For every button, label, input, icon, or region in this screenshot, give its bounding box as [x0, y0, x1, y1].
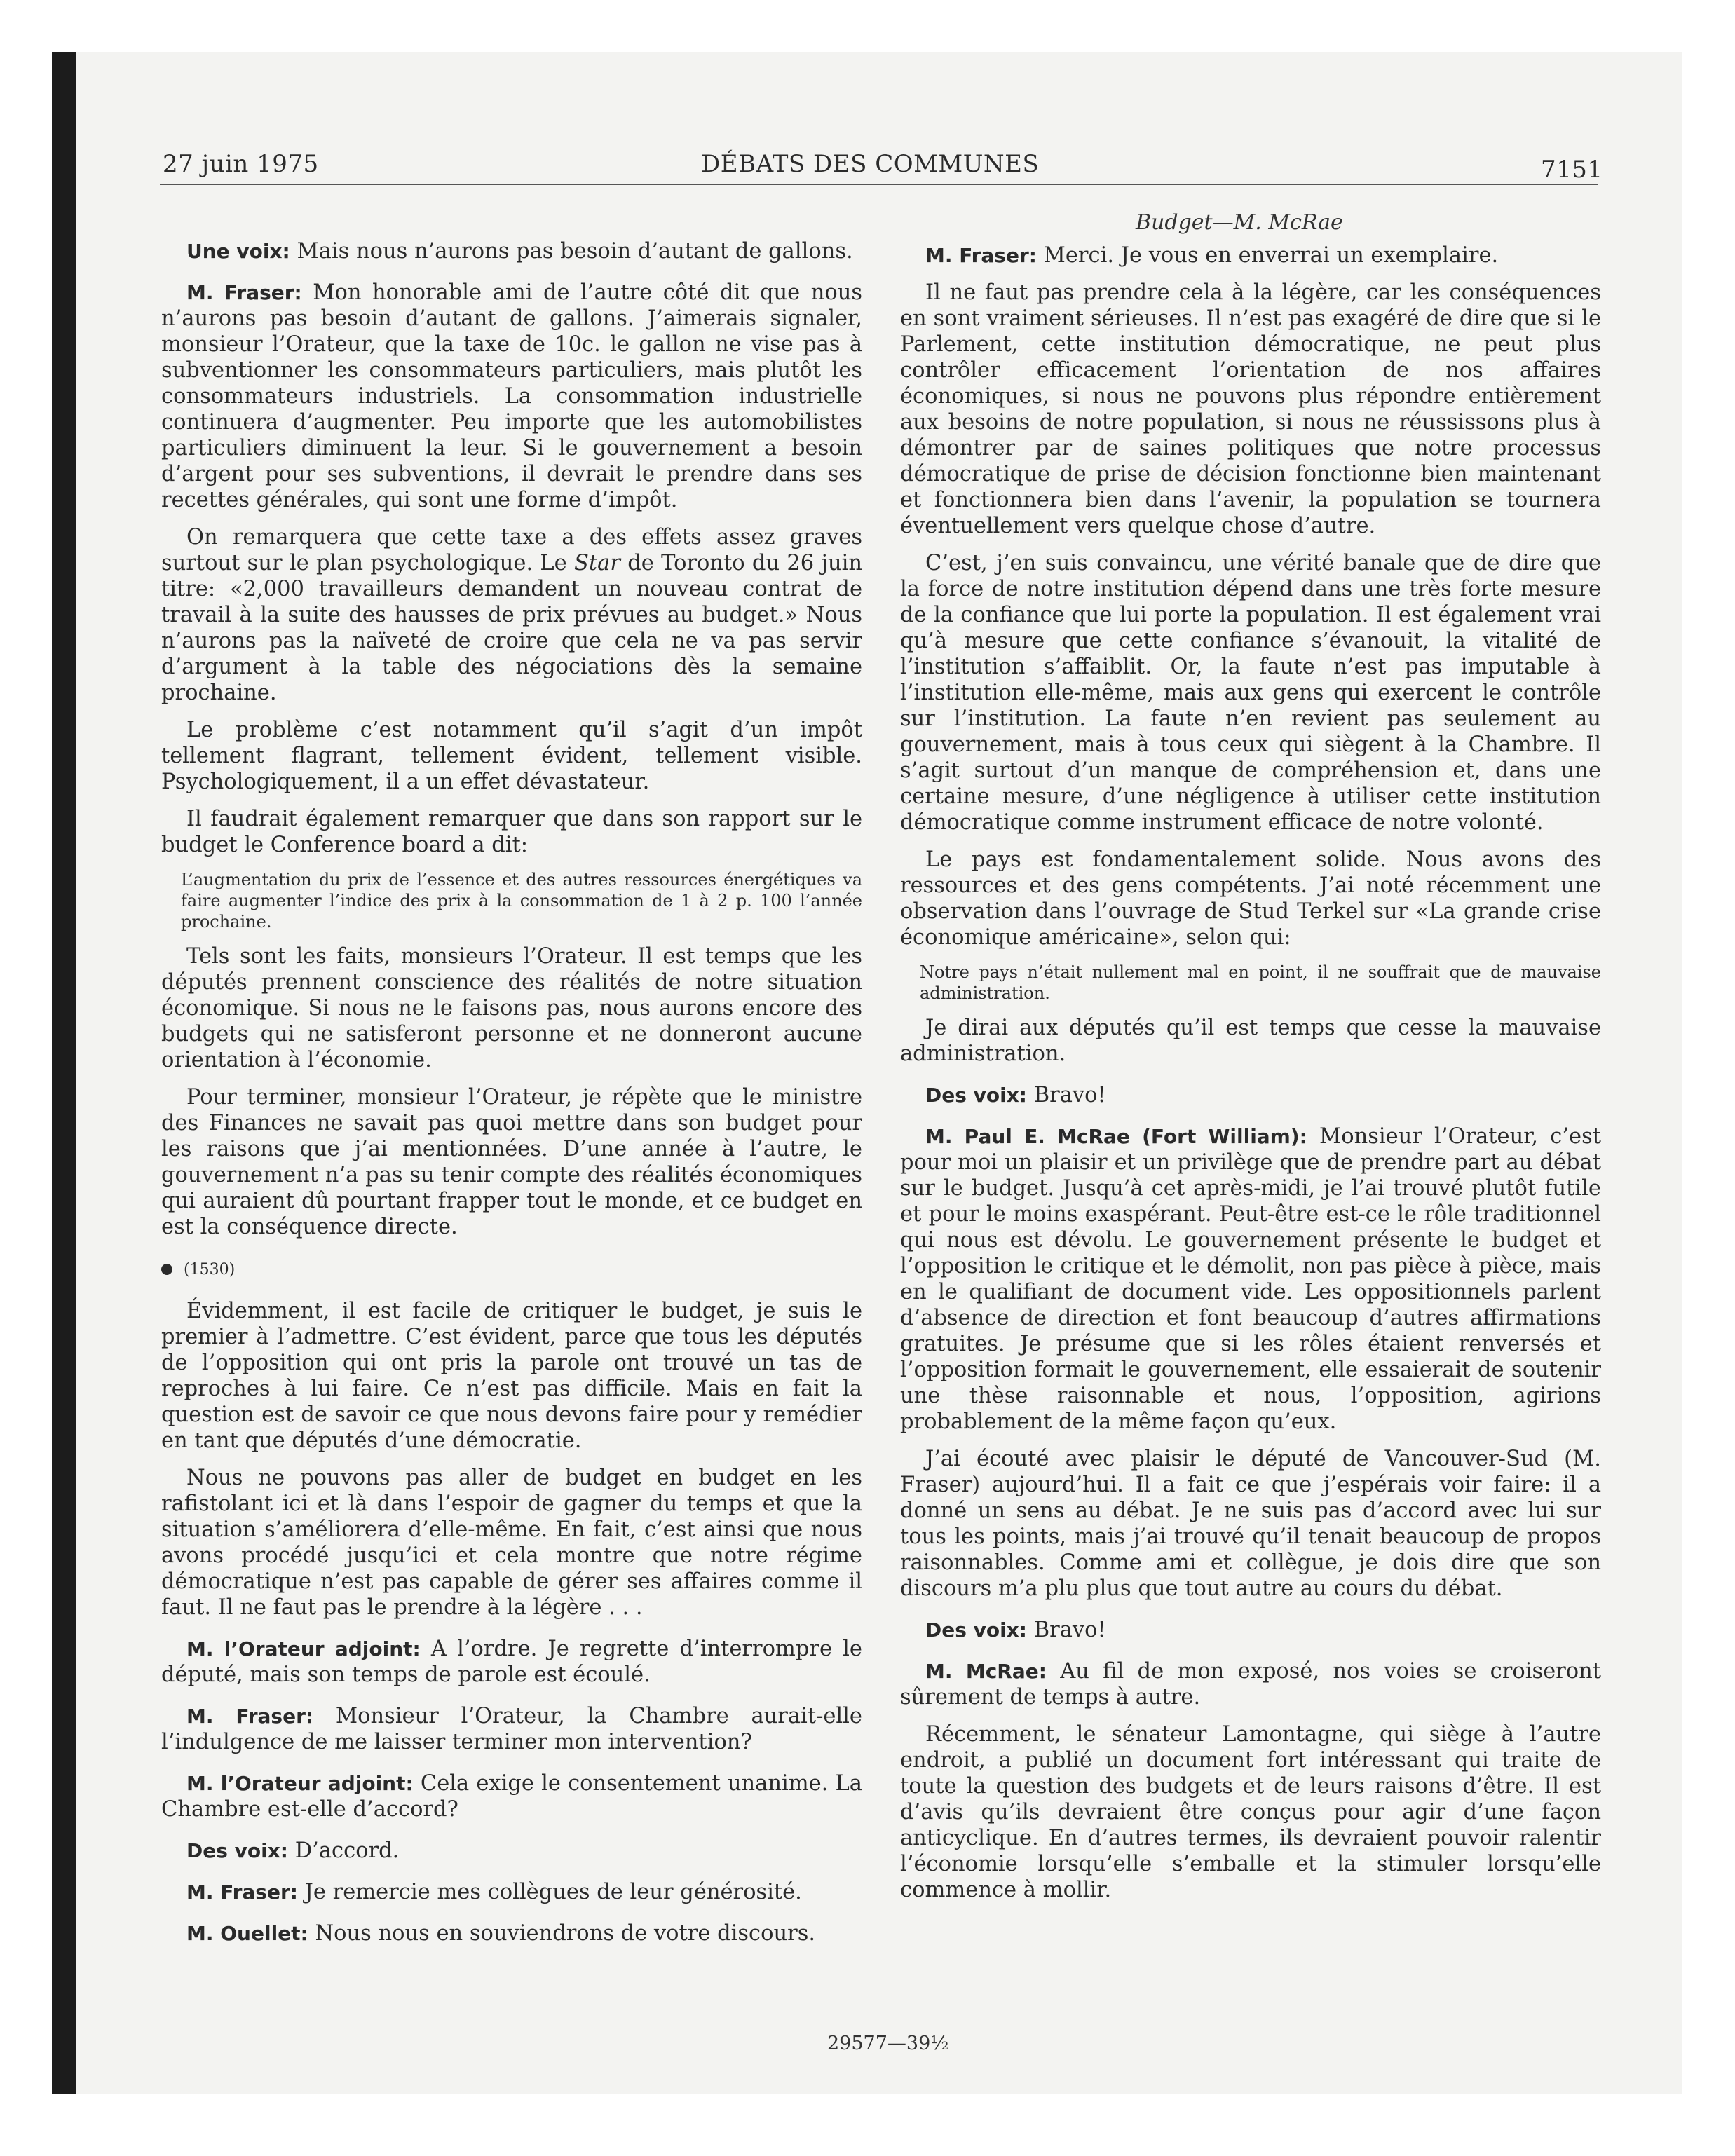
paragraph: Pour terminer, monsieur l’Orateur, je répète que le ministre des Finances ne savait pas quoi mettre dans son budget pour les raisons que j’ai mentionnées. D’une année à l’autre, le gouvernement n’a pas su tenir compte des réalités économiques qui auraient dû pourtant frapper tout le monde, et ce budget en est la conséquence directe.	[161, 1085, 862, 1239]
paragraph: Le problème c’est notamment qu’il s’agit d’un impôt tellement flagrant, tellement évident, tellement visible. Psychologiquement, il a un effet dévastateur.	[161, 718, 862, 794]
scan-edge-bar	[52, 52, 76, 2094]
speaker-name: M. l’Orateur adjoint:	[186, 1637, 421, 1660]
paragraph: Il ne faut pas prendre cela à la légère, car les conséquences en sont vraiment sérieuses. Il n’est pas exagéré de dire que si le Parlement, cette institution démocratique, ne peut plus contrôler efficacement l’orientation de nos affaires économiques, si nous ne pouvons plus répondre entièrement aux besoins de notre population, si nous ne réussissons plus à démontrer par de saines politiques que notre processus démocratique de prise de décision fonctionne bien maintenant et fonctionnera bien dans l’avenir, la population se tournera éventuellement vers quelque chose d’autre.	[900, 280, 1601, 538]
header-date: 27 juin 1975	[163, 150, 319, 178]
speaker-name: M. McRae:	[925, 1660, 1047, 1683]
speech-text: Monsieur l’Orateur, la Chambre aurait-elle l’indulgence de me laisser terminer mon intervention?	[161, 1704, 862, 1754]
right-column	[900, 243, 1601, 1914]
speech-text: A l’ordre. Je regrette d’interrompre le député, mais son temps de parole est écoulé.	[161, 1637, 862, 1687]
footer-signature: 29577—39½	[827, 2033, 949, 2054]
speaker-name: M. Ouellet:	[186, 1922, 308, 1945]
left-column	[161, 238, 862, 1958]
speaker-name: Des voix:	[925, 1084, 1027, 1107]
header-title: DÉBATS DES COMMUNES	[701, 150, 1040, 178]
paragraph: Évidemment, il est facile de critiquer le budget, je suis le premier à l’admettre. C’est évident, parce que tous les députés de l’opposition qui ont pris la parole ont trouvé un tas de reproches à lui faire. Ce n’est pas difficile. Mais en fait la question est de savoir ce que nous devons faire pour y remédier en tant que députés d’une démocratie.	[161, 1299, 862, 1453]
speech-text: Bravo!	[1027, 1618, 1106, 1642]
bullet-icon	[161, 1264, 172, 1275]
paragraph	[900, 1082, 1601, 1108]
speaker-name: M. Fraser:	[186, 1881, 298, 1904]
paragraph	[161, 1703, 862, 1755]
newspaper-title: Star	[574, 551, 620, 575]
speaker-name: Des voix:	[186, 1839, 288, 1862]
block-quote: Notre pays n’était nullement mal en point, il ne souffrait que de mauvaise administration.	[920, 962, 1601, 1003]
paragraph	[161, 1636, 862, 1688]
paragraph: J’ai écouté avec plaisir le député de Vancouver-Sud (M. Fraser) aujourd’hui. Il a fait ce que j’espérais voir faire: il a donné un sens au débat. Je ne suis pas d’accord avec lui sur tous les points, mais j’ai trouvé qu’il tenait beaucoup de propos raisonnables. Comme ami et collègue, je dois dire que son discours m’a plu plus que tout autre au cours du débat.	[900, 1447, 1601, 1601]
paragraph	[900, 243, 1601, 268]
speech-text: Au fil de mon exposé, nos voies se croiseront sûrement de temps à autre.	[900, 1659, 1601, 1710]
speaker-name: M. Fraser:	[925, 244, 1037, 267]
speech-text: D’accord.	[288, 1838, 400, 1863]
paragraph	[161, 238, 862, 264]
speech-text: Bravo!	[1027, 1083, 1106, 1107]
speaker-name: M. l’Orateur adjoint:	[186, 1772, 414, 1795]
paragraph	[161, 280, 862, 513]
paragraph: Tels sont les faits, monsieurs l’Orateur. Il est temps que les députés prennent conscience des réalités de notre situation économique. Si nous ne le faisons pas, nous aurons encore des budgets qui ne satisferont personne et ne donneront aucune orientation à l’économie.	[161, 944, 862, 1072]
paragraph	[161, 1879, 862, 1905]
speech-text: Mon honorable ami de l’autre côté dit que nous n’aurons pas besoin d’autant de gallons. J’aimerais signaler, monsieur l’Orateur, que la taxe de 10c. le gallon ne vise pas à subventionner les consommateurs particuliers, mais plutôt les consommateurs industriels. La consommation industrielle continuera d’augmenter. Peu importe que les automobilistes particuliers diminuent la leur. Si le gouvernement a besoin d’argent pour ses subventions, il devrait le prendre dans ses recettes générales, qui sont une forme d’impôt.	[161, 280, 863, 512]
speech-text: Nous nous en souviendrons de votre discours.	[308, 1921, 816, 1946]
speech-text: Merci. Je vous en enverrai un exemplaire.	[1036, 243, 1499, 268]
time-marker	[161, 1257, 862, 1283]
speech-text: Monsieur l’Orateur, c’est pour moi un plaisir et un privilège que de prendre part au débat sur le budget. Jusqu’à cet après-midi, je l’ai trouvé plutôt futile et pour le moins exaspérant. Peut-être est-ce le rôle traditionnel qui nous est dévolu. Le gouvernement présente le budget et l’opposition le critique et le démolit, non pas pièce à pièce, mais en le qualifiant de document vide. Les oppositionnels parlent d’absence de direction et font beaucoup d’autres affirmations gratuites. Je présume que si les rôles étaient renversés et l’opposition formait le gouvernement, elle essaierait de soutenir une thèse raisonnable et nous, l’opposition, agirions probablement de la même façon qu’eux.	[900, 1124, 1601, 1434]
paragraph: Nous ne pouvons pas aller de budget en budget en les rafistolant ici et là dans l’espoir de gagner du temps et que la situation s’améliorera d’elle-même. En fait, c’est ainsi que nous avons procédé jusqu’ici et cela montre que notre régime démocratique n’est pas capable de gérer ses affaires comme il faut. Il ne faut pas le prendre à la légère . . .	[161, 1466, 862, 1620]
speech-text: Cela exige le consentement unanime. La Chambre est-elle d’accord?	[161, 1771, 862, 1822]
paragraph	[161, 1920, 862, 1946]
speaker-name: M. Paul E. McRae (Fort William):	[925, 1125, 1307, 1148]
time-marker-text: (1530)	[184, 1261, 236, 1278]
block-quote: L’augmentation du prix de l’essence et des autres ressources énergétiques va faire augmenter l’indice des prix à la consommation de 1 à 2 p. 100 l’année prochaine.	[181, 870, 862, 932]
paragraph	[161, 524, 862, 706]
paragraph: Il faudrait également remarquer que dans son rapport sur le budget le Conference board a dit:	[161, 807, 862, 857]
running-head: Budget—M. McRae	[1136, 210, 1343, 235]
text-run: On remarquera que cette taxe a des effets assez graves surtout sur le plan psychologique. Le	[161, 525, 862, 575]
text-run: de Toronto du 26 juin titre: «2,000 travailleurs demandent un nouveau contrat de travail à la suite des hausses de prix prévues au budget.» Nous n’aurons pas la naïveté de croire que cela ne va pas servir d’argument à la table des négociations dès la semaine prochaine.	[161, 551, 862, 705]
paragraph	[161, 1838, 862, 1864]
paragraph	[900, 1617, 1601, 1643]
speech-text: Mais nous n’aurons pas besoin d’autant de gallons.	[290, 239, 853, 264]
paragraph	[161, 1770, 862, 1822]
speaker-name: M. Fraser:	[186, 1705, 314, 1728]
paragraph: Récemment, le sénateur Lamontagne, qui siège à l’autre endroit, a publié un document fort intéressant qui traite de toute la question des budgets et de leurs raisons d’être. Il est d’avis qu’ils devraient être conçus pour agir d’une façon anticyclique. En d’autres termes, ils devraient pouvoir ralentir l’économie lorsqu’elle s’emballe et la stimuler lorsqu’elle commence à mollir.	[900, 1722, 1601, 1902]
speaker-name: Des voix:	[925, 1618, 1027, 1642]
paragraph	[900, 1124, 1601, 1435]
header-rule	[160, 184, 1598, 185]
page-number: 7151	[1541, 156, 1603, 184]
paragraph: Le pays est fondamentalement solide. Nous avons des ressources et des gens compétents. J’ai noté récemment une observation dans l’ouvrage de Stud Terkel sur «La grande crise économique américaine», selon qui:	[900, 847, 1601, 950]
speaker-name: Une voix:	[186, 240, 290, 263]
speech-text: Je remercie mes collègues de leur générosité.	[297, 1880, 802, 1904]
paragraph	[900, 1658, 1601, 1710]
paragraph: Je dirai aux députés qu’il est temps que cesse la mauvaise administration.	[900, 1016, 1601, 1066]
paragraph: C’est, j’en suis convaincu, une vérité banale que de dire que la force de notre institution dépend dans une très forte mesure de la confiance que lui porte la population. Il est également vrai qu’à mesure que cette confiance s’évanouit, la vitalité de l’institution s’affaiblit. Or, la faute n’est pas imputable à l’institution elle-même, mais aux gens qui exercent le contrôle sur l’institution. La faute n’en revient pas seulement au gouvernement, mais à tous ceux qui siègent à la Chambre. Il s’agit surtout d’un manque de compréhension et, dans une certaine mesure, d’une négligence à utiliser cette institution démocratique comme instrument efficace de notre volonté.	[900, 551, 1601, 835]
speaker-name: M. Fraser:	[186, 281, 302, 304]
